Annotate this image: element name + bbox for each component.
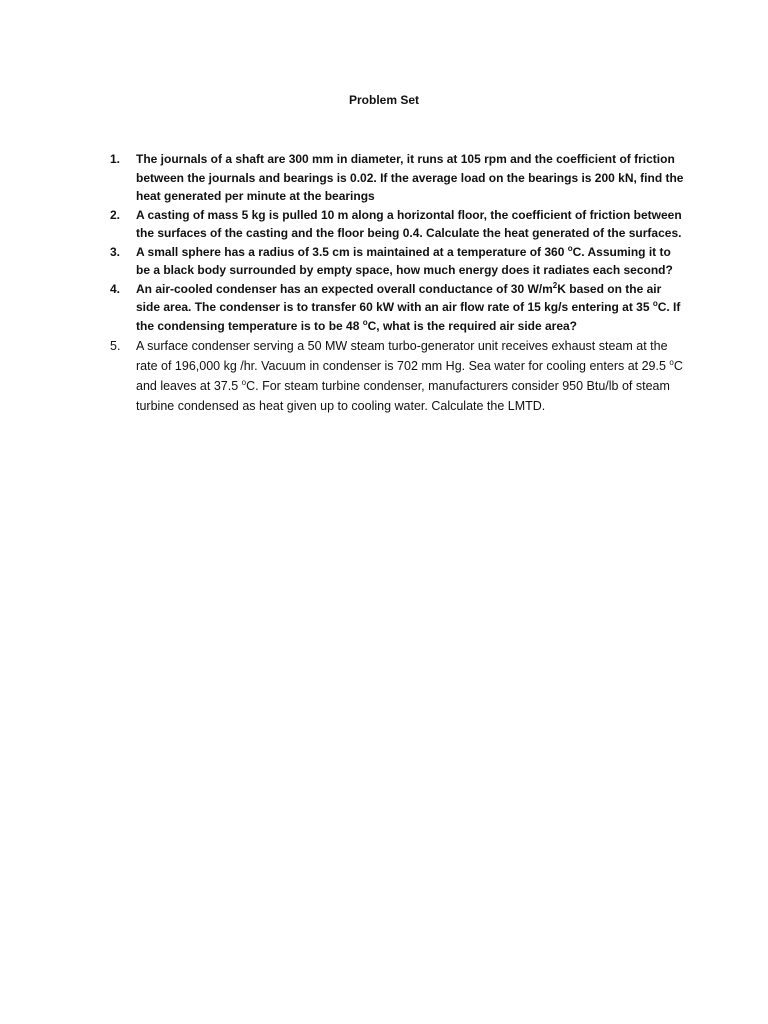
problem-text: A casting of mass 5 kg is pulled 10 m along a horizontal floor, the coefficient of friction between the surfaces of the casting and the floor being 0.4. Calculate the heat generated of the surfaces. — [136, 207, 682, 240]
problem-text-part: C. If the condensing temperature is to be 48 — [136, 300, 681, 333]
problem-text — [136, 245, 673, 278]
problem-item-1 — [110, 150, 685, 206]
problem-text-part: C and leaves at 37.5 — [136, 359, 683, 393]
problem-number: 3. — [110, 244, 121, 259]
problem-number: 4. — [110, 281, 121, 296]
problem-text-part: A surface condenser serving a 50 MW steam turbo-generator unit receives exhaust steam at the rate of 196,000 kg /hr. Vacuum in condenser is 702 mm Hg. Sea water for cooling enters at 29.5 — [136, 339, 670, 373]
problem-item-5 — [110, 336, 685, 416]
problem-number: 1. — [110, 152, 121, 166]
problem-number: 2. — [110, 207, 121, 222]
problem-text: The journals of a shaft are 300 mm in diameter, it runs at 105 rpm and the coefficient of friction between the journals and bearings is 0.02. If the average load on the bearings is 200 kN, find the heat generated per minute at the bearings — [136, 152, 684, 203]
problem-list — [110, 150, 685, 416]
squared-superscript: 2 — [552, 280, 558, 290]
page-title: Problem Set — [348, 93, 420, 107]
problem-text-part: C, what is the required air side area? — [367, 318, 578, 333]
degree-symbol: o — [669, 358, 674, 367]
problem-text — [136, 339, 683, 413]
problem-item-4 — [110, 280, 685, 336]
problem-text — [136, 282, 680, 333]
problem-text-part: An air-cooled condenser has an expected overall conductance of 30 W/m — [136, 281, 553, 296]
degree-symbol: o — [567, 243, 573, 253]
problem-text-part: C. For steam turbine condenser, manufacturers consider 950 Btu/lb of steam turbine condensed as heat given up to cooling water. Calculate the LMTD. — [136, 379, 670, 413]
degree-symbol: o — [241, 378, 247, 387]
problem-text-part: K based on the air side area. The condenser is to transfer 60 kW with an air flow rate of 15 kg/s entering at 35 — [136, 281, 662, 314]
problem-item-2 — [110, 206, 685, 243]
problem-item-3 — [110, 243, 685, 280]
problem-number: 5. — [110, 339, 121, 353]
degree-symbol: o — [652, 299, 658, 308]
problem-text-part: C. Assuming it to be a black body surrounded by empty space, how much energy does it radiates each second? — [136, 244, 673, 277]
degree-symbol: o — [362, 317, 368, 327]
problem-text-part: A small sphere has a radius of 3.5 cm is maintained at a temperature of 360 — [136, 244, 568, 259]
